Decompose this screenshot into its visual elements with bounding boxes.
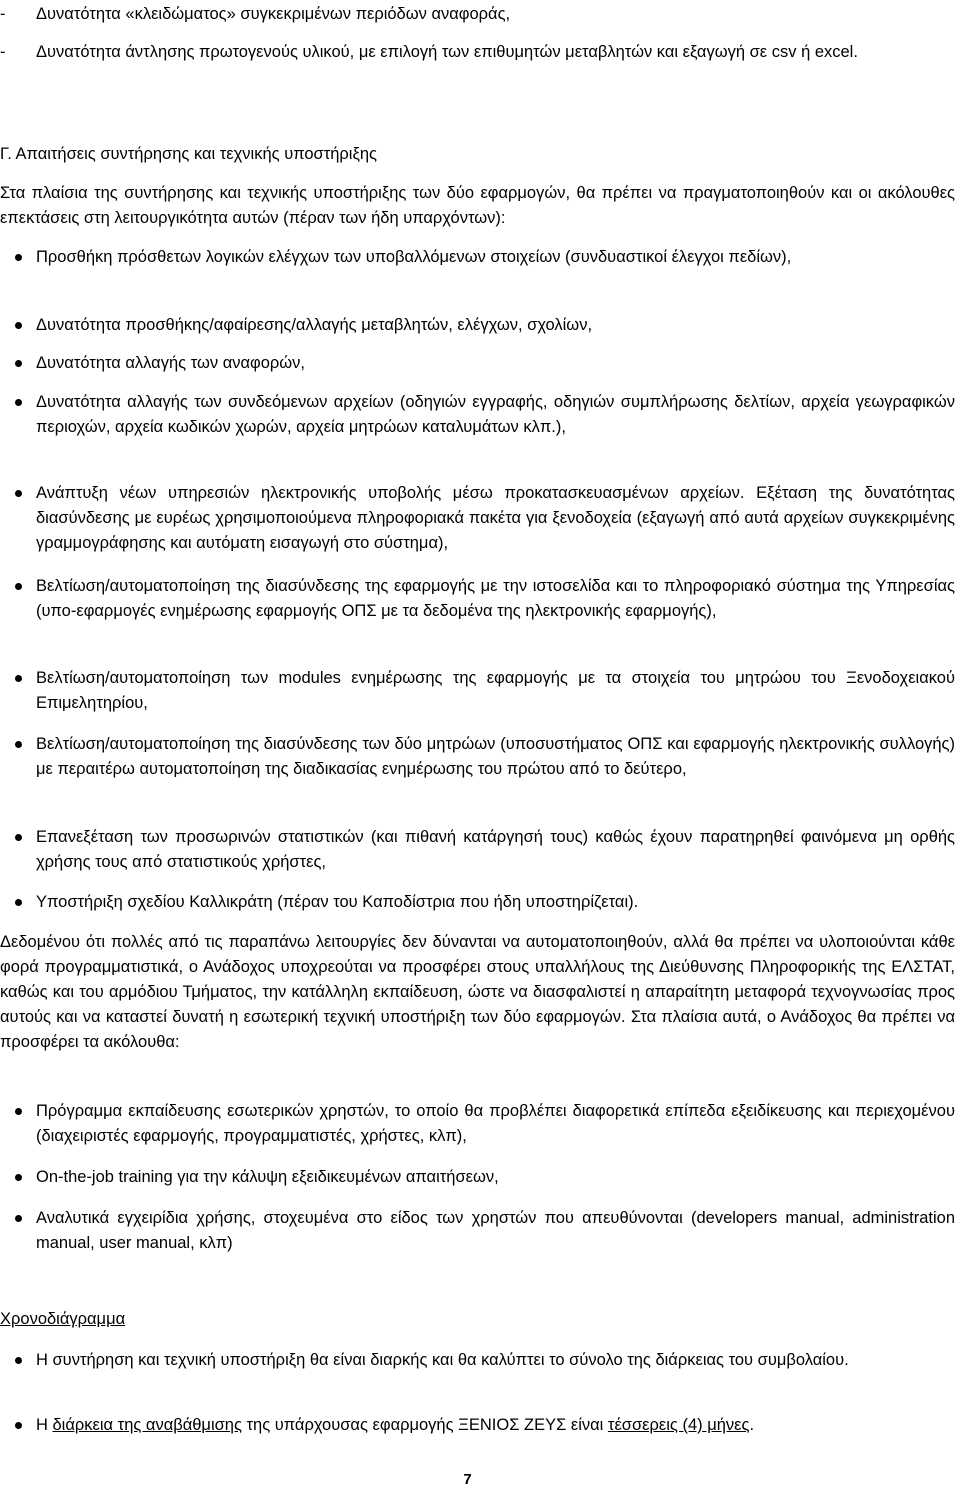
dash-item-text: Δυνατότητα άντλησης πρωτογενούς υλικού, με επιλογή των επιθυμητών μεταβλητών και εξαγωγή σε csv ή excel. <box>36 43 858 61</box>
page-number: 7 <box>463 1471 472 1488</box>
bullet-icon <box>15 1357 22 1364</box>
bullet-icon <box>15 834 22 841</box>
underlined-text: διάρκεια της αναβάθμισης <box>52 1416 242 1434</box>
schedule-heading: Χρονοδιάγραμμα <box>0 1310 126 1328</box>
text-run: Η <box>36 1416 53 1434</box>
list-item-text: Πρόγραμμα εκπαίδευσης εσωτερικών χρηστών, το οποίο θα προβλέπει διαφορετικά επίπεδα εξειδίκευσης και περιεχομένου (διαχειριστές εφαρμογής, προγραμματιστές, χρήστες, κλπ), <box>36 1102 955 1145</box>
underlined-text: τέσσερεις (4) μήνες <box>607 1416 750 1434</box>
bullet-icon <box>15 899 22 906</box>
list-item-text: Η συντήρηση και τεχνική υποστήριξη θα είναι διαρκής και θα καλύπτει το σύνολο της διάρκειας του συμβολαίου. <box>36 1351 849 1369</box>
bullet-icon <box>15 583 22 590</box>
training-paragraph: Δεδομένου ότι πολλές από τις παραπάνω λειτουργίες δεν δύνανται να αυτοματοποιηθούν, αλλά θα πρέπει να υλοποιούνται κάθε φορά προγραμματιστικά, ο Ανάδοχος υποχρεούται να προσφέρει στους υπαλλήλους της Διεύθυνσης Πληροφορικής της ΕΛΣΤΑΤ, καθώς και του αρμόδιου Τμήματος, την κατάλληλη εκπαίδευση, ώστε να διασφαλιστεί η απαραίτητη μεταφορά τεχνογνωσίας προς αυτούς και να καταστεί δυνατή η εσωτερική τεχνική υποστήριξη των δύο εφαρμογών. Στα πλαίσια αυτά, ο Ανάδοχος θα πρέπει να προσφέρει τα ακόλουθα: <box>0 933 955 1051</box>
list-item-text: Βελτίωση/αυτοματοποίηση της διασύνδεσης της εφαρμογής με την ιστοσελίδα και το πληροφοριακό σύστημα της Υπηρεσίας (υπο-εφαρμογές ενημέρωσης εφαρμογής ΟΠΣ με τα δεδομένα της ηλεκτρονικής εφαρμογής), <box>36 577 955 620</box>
section-intro-paragraph: Στα πλαίσια της συντήρησης και τεχνικής υποστήριξης των δύο εφαρμογών, θα πρέπει να πραγματοποιηθούν και οι ακόλουθες επεκτάσεις στη λειτουργικότητα αυτών (πέραν των ήδη υπαρχόντων): <box>0 184 955 227</box>
bullet-icon <box>15 675 22 682</box>
list-item-text <box>36 1413 955 1438</box>
bullet-icon <box>15 1215 22 1222</box>
list-item-text: Δυνατότητα προσθήκης/αφαίρεσης/αλλαγής μεταβλητών, ελέγχων, σχολίων, <box>36 316 593 334</box>
bullet-icon <box>15 399 22 406</box>
bullet-icon <box>15 741 22 748</box>
dash-item-text: Δυνατότητα «κλειδώματος» συγκεκριμένων περιόδων αναφοράς, <box>36 5 511 23</box>
text-run: της υπάρχουσας εφαρμογής ΞΕΝΙΟΣ ΖΕΥΣ είναι <box>241 1416 608 1434</box>
list-item-text: Βελτίωση/αυτοματοποίηση της διασύνδεσης των δύο μητρώων (υποσυστήματος ΟΠΣ και εφαρμογής ηλεκτρονικής συλλογής) με περαιτέρω αυτοματοποίηση της διαδικασίας ενημέρωσης του πρώτου από το δεύτερο, <box>36 735 955 778</box>
bullet-icon <box>15 1174 22 1181</box>
list-item-text: Βελτίωση/αυτοματοποίηση των modules ενημέρωσης της εφαρμογής με τα στοιχεία του μητρώου του Ξενοδοχειακού Επιμελητηρίου, <box>36 669 955 712</box>
text-run: . <box>749 1416 755 1434</box>
dash-marker: - <box>0 5 6 23</box>
bullet-icon <box>15 360 22 367</box>
list-item-text: Υποστήριξη σχεδίου Καλλικράτη (πέραν του Καποδίστρια που ήδη υποστηρίζεται). <box>36 893 639 911</box>
bullet-icon <box>15 1108 22 1115</box>
list-item-text: Ανάπτυξη νέων υπηρεσιών ηλεκτρονικής υποβολής μέσω προκατασκευασμένων αρχείων. Εξέταση της δυνατότητας διασύνδεσης με ευρέως χρησιμοποιούμενα πληροφοριακά πακέτα για ξενοδοχεία (εξαγωγή από αυτά αρχείων συγκεκριμένης γραμμογράφησης και αυτόματη εισαγωγή στο σύστημα), <box>36 484 955 552</box>
list-item-text: Δυνατότητα αλλαγής των συνδεόμενων αρχείων (οδηγιών εγγραφής, οδηγιών συμπλήρωσης δελτίων, αρχεία γεωγραφικών περιοχών, αρχεία κωδικών χωρών, αρχεία μητρώων καταλυμάτων κλπ.), <box>36 393 955 436</box>
section-heading: Γ. Απαιτήσεις συντήρησης και τεχνικής υποστήριξης <box>0 145 377 163</box>
bullet-icon <box>15 490 22 497</box>
list-item-text: Προσθήκη πρόσθετων λογικών ελέγχων των υποβαλλόμενων στοιχείων (συνδυαστικοί έλεγχοι πεδίων), <box>36 248 792 266</box>
list-item-text: Αναλυτικά εγχειρίδια χρήσης, στοχευμένα στο είδος των χρηστών που απευθύνονται (developers manual, administration manual, user manual, κλπ) <box>36 1209 955 1252</box>
list-item-text: On-the-job training για την κάλυψη εξειδικευμένων απαιτήσεων, <box>36 1168 499 1186</box>
list-item-text: Δυνατότητα αλλαγής των αναφορών, <box>36 354 305 372</box>
dash-marker: - <box>0 43 6 61</box>
bullet-icon <box>15 1422 22 1429</box>
bullet-icon <box>15 254 22 261</box>
bullet-icon <box>15 322 22 329</box>
list-item-text: Επανεξέταση των προσωρινών στατιστικών (και πιθανή κατάργησή τους) καθώς έχουν παρατηρηθεί φαινόμενα μη ορθής χρήσης τους από στατιστικούς χρήστες, <box>36 828 955 871</box>
